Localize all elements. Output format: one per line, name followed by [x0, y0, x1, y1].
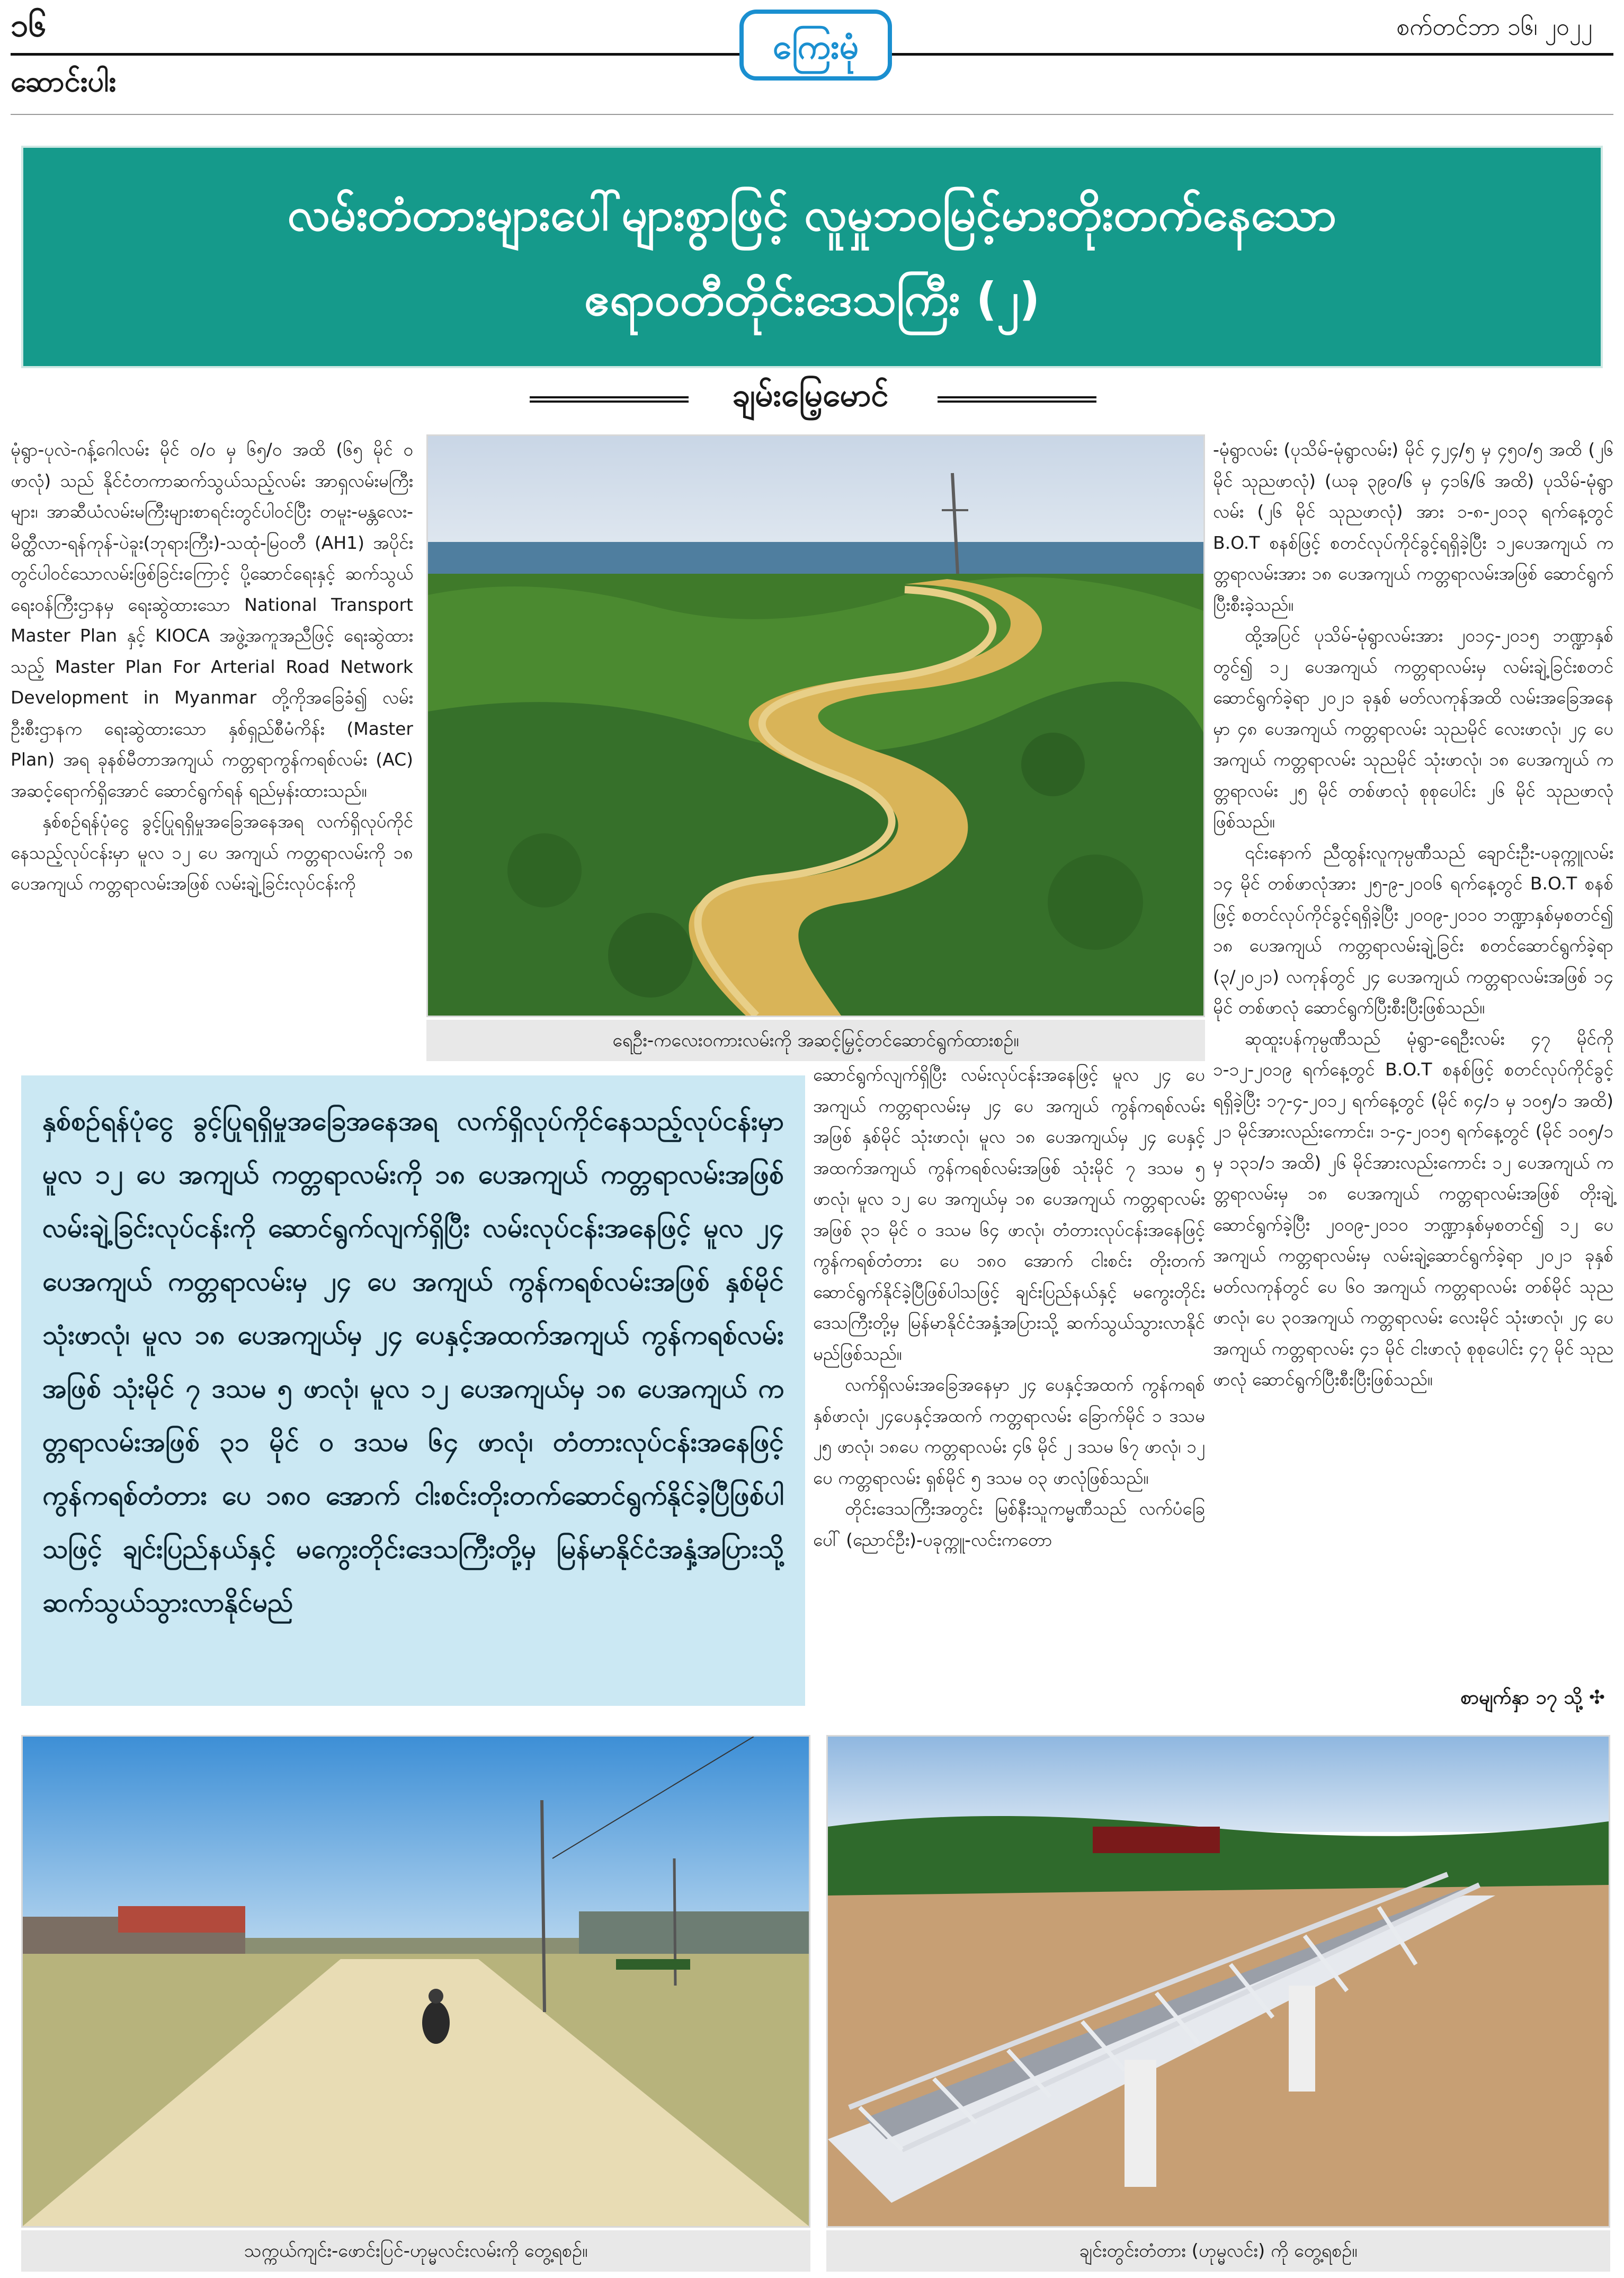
paragraph: ဆုထူးပန်ကုမ္ပဏီသည် မုံရွာ-ရေဦးလမ်း ၄၇ မိုင်ကို ၁-၁၂-၂၀၁၉ ရက်နေ့တွင် B.O.T စနစ်ဖြင့် စတင်လုပ်ကိုင်ခွင့်ရရှိခဲ့ပြီး ၁၇-၄-၂၀၁၂ ရက်နေ့တွင် (မိုင် ၈၄/၁ မှ ၁၀၅/၁ အထိ) ၂၁ မိုင်အားလည်းကောင်း၊ ၁-၄-၂၀၁၅ ရက်နေ့တွင် (မိုင် ၁၀၅/၁ မှ ၁၃၁/၁ အထိ) ၂၆ မိုင်အားလည်းကောင်း ၁၂ ပေအကျယ် ကတ္တရာလမ်းမှ ၁၈ ပေအကျယ် ကတ္တရာလမ်းအဖြစ် တိုးချဲ့ဆောင်ရွက်ခဲ့ပြီး ၂၀၀၉-၂၀၁၀ ဘဏ္ဍာနှစ်မှစတင်၍ ၁၂ ပေအကျယ် ကတ္တရာလမ်းမှ လမ်းချဲ့ဆောင်ရွက်ခဲ့ရာ ၂၀၂၁ ခုနှစ် မတ်လကုန်တွင် ပေ ၆၀ အကျယ် ကတ္တရာလမ်း တစ်မိုင် သုညဖာလုံ၊ ပေ ၃၀အကျယ် ကတ္တရာလမ်း လေးမိုင် သုံးဖာလုံ၊ ၂၄ ပေအကျယ် ကတ္တရာလမ်း ၄၁ မိုင် ငါးဖာလုံ စုစုပေါင်း ၄၇ မိုင် သုညဖာလုံ ဆောင်ရွက်ပြီးစီးပြီးဖြစ်သည်။ — [1213, 1028, 1613, 1390]
paragraph: နှစ်စဉ်ရန်ပုံငွေ ခွင့်ပြုရရှိမှုအခြေအနေအရ လက်ရှိလုပ်ကိုင်နေသည့်လုပ်ငန်းမှာ မူလ ၁၂ ပေ အကျယ် ကတ္တရာလမ်းကို ၁၈ ပေအကျယ် ကတ္တရာလမ်းအဖြစ် လမ်းချဲ့ခြင်းလုပ်ငန်းကို — [11, 811, 413, 894]
article-column-3 — [813, 1060, 1205, 1555]
article-column-1 — [11, 434, 413, 900]
photo-caption: ချင်းတွင်းတံတား (ဟုမ္မလင်း) ကို တွေ့ရစဉ်။ — [826, 2230, 1610, 2272]
pull-quote — [21, 1075, 805, 1706]
headline-line-2: ဧရာဝတီတိုင်းဒေသကြီး (၂) — [584, 273, 1040, 326]
page-number: ၁၆ — [11, 7, 47, 44]
byline-rule-left — [530, 396, 689, 403]
photo-bridge — [826, 1735, 1610, 2228]
byline-rule-right — [938, 396, 1096, 403]
photo-winding-road — [426, 434, 1205, 1017]
photo-village-road — [21, 1735, 810, 2228]
paragraph: -မုံရွာလမ်း (ပုသိမ်-မုံရွာလမ်း) မိုင် ၄၂၄/၅ မှ ၄၅၀/၅ အထိ (၂၆ မိုင် သုညဖာလုံ) (ယခု ၃၉၀/၆ မှ ၄၁၆/၆ အထိ) ပုသိမ်-မုံရွာလမ်း (၂၆ မိုင် သုညဖာလုံ) အား ၁-၈-၂၀၁၃ ရက်နေ့တွင် B.O.T စနစ်ဖြင့် စတင်လုပ်ကိုင်ခွင့်ရရှိခဲ့ပြီး ၁၂ပေအကျယ် ကတ္တရာလမ်းအား ၁၈ ပေအကျယ် ကတ္တရာလမ်းအဖြစ် ဆောင်ရွက်ပြီးစီးခဲ့သည်။ — [1213, 439, 1613, 615]
headline-line-1: လမ်းတံတားများပေါ်များစွာဖြင့် လူမှုဘဝမြင့်မားတိုးတက်နေသော — [287, 188, 1337, 241]
article-column-4 — [1213, 434, 1613, 1395]
masthead-logo — [736, 5, 895, 85]
issue-date: စက်တင်ဘာ ၁၆၊ ၂၀၂၂ — [1396, 14, 1592, 41]
masthead-title: ကြေးမုံ — [772, 28, 859, 67]
paragraph: ၎င်းနောက် ညီထွန်းလူကုမ္ပဏီသည် ချောင်းဦး-ပခုက္ကူလမ်း ၁၄ မိုင် တစ်ဖာလုံအား ၂၅-၉-၂၀၀၆ ရက်နေ့တွင် B.O.T စနစ်ဖြင့် စတင်လုပ်ကိုင်ခွင့်ရရှိခဲ့ပြီး ၂၀၀၉-၂၀၁၀ ဘဏ္ဍာနှစ်မှစတင်၍ ၁၈ ပေအကျယ် ကတ္တရာလမ်းချဲ့ခြင်း စတင်ဆောင်ရွက်ခဲ့ရာ (၃/၂၀၂၁) လကုန်တွင် ၂၄ ပေအကျယ် ကတ္တရာလမ်းအဖြစ် ၁၄ မိုင် တစ်ဖာလုံ ဆောင်ရွက်ပြီးစီးပြီးဖြစ်သည်။ — [1213, 842, 1613, 1018]
section-label: ဆောင်းပါး — [11, 65, 117, 98]
photo-caption: သက္ကယ်ကျင်း-ဖောင်းပြင်-ဟုမ္မလင်းလမ်းကို တွေ့ရစဉ်။ — [21, 2230, 810, 2272]
photo-caption: ရေဦး-ကလေးဝကားလမ်းကို အဆင့်မြှင့်တင်ဆောင်ရွက်ထားစဉ်။ — [426, 1020, 1205, 1061]
byline: ချမ်းမြေ့မောင် — [732, 377, 889, 414]
section-rule — [11, 114, 1613, 115]
paragraph: ထို့အပြင် ပုသိမ်-မုံရွာလမ်းအား ၂၀၁၄-၂၀၁၅ ဘဏ္ဍာနှစ်တွင်၍ ၁၂ ပေအကျယ် ကတ္တရာလမ်းမှ လမ်းချဲ့ခြင်းစတင်ဆောင်ရွက်ခဲ့ရာ ၂၀၂၁ ခုနှစ် မတ်လကုန်အထိ လမ်းအခြေအနေမှာ ၄၈ ပေအကျယ် ကတ္တရာလမ်း သုညမိုင် လေးဖာလုံ၊ ၂၄ ပေအကျယ် ကတ္တရာလမ်း သုညမိုင် သုံးဖာလုံ၊ ၁၈ ပေအကျယ် ကတ္တရာလမ်း ၂၅ မိုင် တစ်ဖာလုံ စုစုပေါင်း ၂၆ မိုင် သုညဖာလုံဖြစ်သည်။ — [1213, 625, 1613, 832]
paragraph: ဆောင်ရွက်လျက်ရှိပြီး လမ်းလုပ်ငန်းအနေဖြင့် မူလ ၂၄ ပေအကျယ် ကတ္တရာလမ်းမှ ၂၄ ပေ အကျယ် ကွန်ကရစ်လမ်းအဖြစ် နှစ်မိုင် သုံးဖာလုံ၊ မူလ ၁၈ ပေအကျယ်မှ ၂၄ ပေနှင့်အထက်အကျယ် ကွန်ကရစ်လမ်းအဖြစ် သုံးမိုင် ၇ ဒသမ ၅ ဖာလုံ၊ မူလ ၁၂ ပေ အကျယ်မှ ၁၈ ပေအကျယ် ကတ္တရာလမ်းအဖြစ် ၃၁ မိုင် ၀ ဒသမ ၆၄ ဖာလုံ၊ တံတားလုပ်ငန်းအနေဖြင့် ကွန်ကရစ်တံတား ပေ ၁၈၀ အောက် ငါးစင်း တိုးတက်ဆောင်ရွက်နိုင်ခဲ့ပြီဖြစ်ပါသဖြင့် ချင်းပြည်နယ်နှင့် မကွေးတိုင်းဒေသကြီးတို့မှ မြန်မာနိုင်ငံအနှံ့အပြားသို့ ဆက်သွယ်သွားလာနိုင်မည်ဖြစ်သည်။ — [813, 1064, 1205, 1364]
continued-on: စာမျက်နှာ ၁၇ သို့ ✣ — [1460, 1687, 1605, 1708]
paragraph: တိုင်းဒေသကြီးအတွင်း မြစ်နီးသူကမ္မဏီသည် လက်ပံခြေပေါ် (ညောင်ဦး)-ပခုက္ကူ-လင်းကတော — [813, 1498, 1205, 1550]
headline-banner — [21, 146, 1603, 368]
paragraph: လက်ရှိလမ်းအခြေအနေမှာ ၂၄ ပေနှင့်အထက် ကွန်ကရစ် နှစ်ဖာလုံ၊ ၂၄ပေနှင့်အထက် ကတ္တရာလမ်း ခြောက်မိုင် ၁ ဒသမ ၂၅ ဖာလုံ၊ ၁၈ပေ ကတ္တရာလမ်း ၄၆ မိုင် ၂ ဒသမ ၆၇ ဖာလုံ၊ ၁၂ ပေ ကတ္တရာလမ်း ရှစ်မိုင် ၅ ဒသမ ၀၃ ဖာလုံဖြစ်သည်။ — [813, 1374, 1205, 1488]
masthead-logo-graphic — [736, 5, 895, 85]
pull-quote-text: နှစ်စဉ်ရန်ပုံငွေ ခွင့်ပြုရရှိမှုအခြေအနေအရ လက်ရှိလုပ်ကိုင်နေသည့်လုပ်ငန်းမှာ မူလ ၁၂ ပေ အကျယ် ကတ္တရာလမ်းကို ၁၈ ပေအကျယ် ကတ္တရာလမ်းအဖြစ် လမ်းချဲ့ခြင်းလုပ်ငန်းကို ဆောင်ရွက်လျက်ရှိပြီး လမ်းလုပ်ငန်းအနေဖြင့် မူလ ၂၄ ပေအကျယ် ကတ္တရာလမ်းမှ ၂၄ ပေ အကျယ် ကွန်ကရစ်လမ်းအဖြစ် နှစ်မိုင် သုံးဖာလုံ၊ မူလ ၁၈ ပေအကျယ်မှ ၂၄ ပေနှင့်အထက်အကျယ် ကွန်ကရစ်လမ်းအဖြစ် သုံးမိုင် ၇ ဒသမ ၅ ဖာလုံ၊ မူလ ၁၂ ပေအကျယ်မှ ၁၈ ပေအကျယ် ကတ္တရာလမ်းအဖြစ် ၃၁ မိုင် ၀ ဒသမ ၆၄ ဖာလုံ၊ တံတားလုပ်ငန်းအနေဖြင့် ကွန်ကရစ်တံတား ပေ ၁၈၀ အောက် ငါးစင်းတိုးတက်ဆောင်ရွက်နိုင်ခဲ့ပြီဖြစ်ပါသဖြင့် ချင်းပြည်နယ်နှင့် မကွေးတိုင်းဒေသကြီးတို့မှ မြန်မာနိုင်ငံအနှံ့အပြားသို့ ဆက်သွယ်သွားလာနိုင်မည် — [42, 1106, 784, 1618]
paragraph: မုံရွာ-ပုလဲ-ဂန့်ဂေါလမ်း မိုင် ၀/၀ မှ ၆၅/၀ အထိ (၆၅ မိုင် ၀ ဖာလုံ) သည် နိုင်ငံတကာဆက်သွယ်သည့်လမ်း အာရှလမ်းမကြီးများ၊ အာဆီယံလမ်းမကြီးများစာရင်းတွင်ပါဝင်ပြီး တမူး-မန္တလေး-မိတ္ထီလာ-ရန်ကုန်-ပဲခူး(ဘုရားကြီး)-သထုံ-မြဝတီ (AH1) အပိုင်းတွင်ပါဝင်သောလမ်းဖြစ်ခြင်းကြောင့် ပို့ဆောင်ရေးနှင့် ဆက်သွယ်ရေးဝန်ကြီးဌာနမှ ရေးဆွဲထားသော National Transport Master Plan နှင့် KIOCA အဖွဲ့အကူအညီဖြင့် ရေးဆွဲထားသည့် Master Plan For Arterial Road Network Development in Myanmar တို့ကိုအခြေခံ၍ လမ်းဦးစီးဌာနက ရေးဆွဲထားသော နှစ်ရှည်စီမံကိန်း (Master Plan) အရ ခုနစ်မီတာအကျယ် ကတ္တရာကွန်ကရစ်လမ်း (AC) အဆင့်ရောက်ရှိအောင် ဆောင်ရွက်ရန် ရည်မှန်းထားသည်။ — [11, 439, 413, 801]
